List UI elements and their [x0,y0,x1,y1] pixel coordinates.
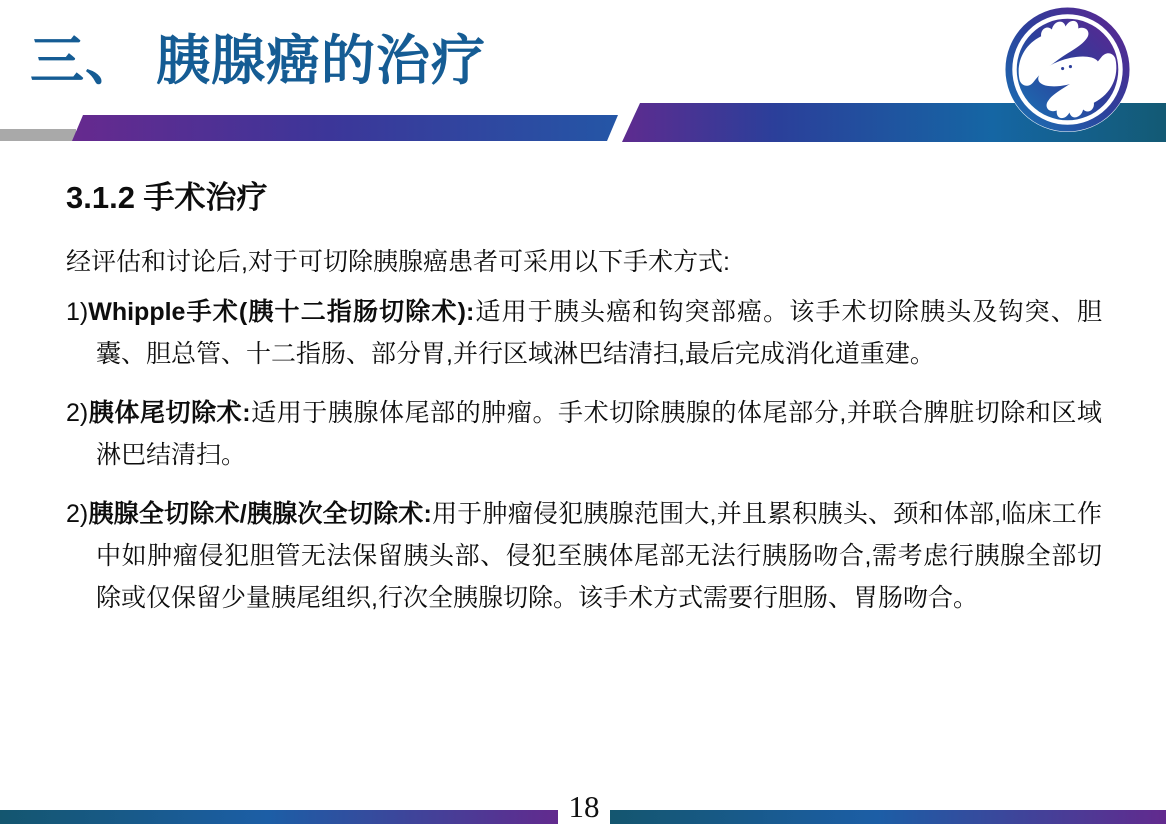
hands-cradling-fish-logo-icon [1004,6,1131,133]
page-number: 18 [568,789,600,824]
item-lead: 胰体尾切除术: [88,399,251,427]
footer-bar-right [610,810,1166,824]
item-lead: Whipple手术(胰十二指肠切除术): [88,298,475,326]
item-lead: 胰腺全切除术/胰腺次全切除术: [88,500,432,528]
section-heading: 3.1.2 手术治疗 [66,180,268,215]
item-text: 用于肿瘤侵犯胰腺范围大,并且累积胰头、颈和体部,临床工作中如肿瘤侵犯胆管无法保留胰头部、侵犯至胰体尾部无法行胰肠吻合,需考虑行胰腺全部切除或仅保留少量胰尾组织,行次全胰腺切除。该手术方式需要行胆肠、胃肠吻合。 [96,500,1102,612]
footer-bar-left [0,810,558,824]
list-item [66,392,1102,476]
item-marker: 2) [66,399,89,427]
item-marker: 2) [66,500,89,528]
surgery-list [66,291,1102,619]
item-text: 适用于胰腺体尾部的肿瘤。手术切除胰腺的体尾部分,并联合脾脏切除和区域淋巴结清扫。 [96,399,1103,469]
list-item [66,291,1102,375]
intro-text: 经评估和讨论后,对于可切除胰腺癌患者可采用以下手术方式: [66,248,730,276]
item-text: 适用于胰头癌和钩突部癌。该手术切除胰头及钩突、胆囊、胆总管、十二指肠、部分胃,并行区域淋巴结清扫,最后完成消化道重建。 [96,298,1102,368]
slide-body [66,172,1102,636]
header-band-left [62,115,618,141]
item-marker: 1) [66,298,89,326]
list-item [66,493,1102,619]
gray-accent-bar [0,129,76,141]
slide-title: 三、 胰腺癌的治疗 [30,31,487,91]
